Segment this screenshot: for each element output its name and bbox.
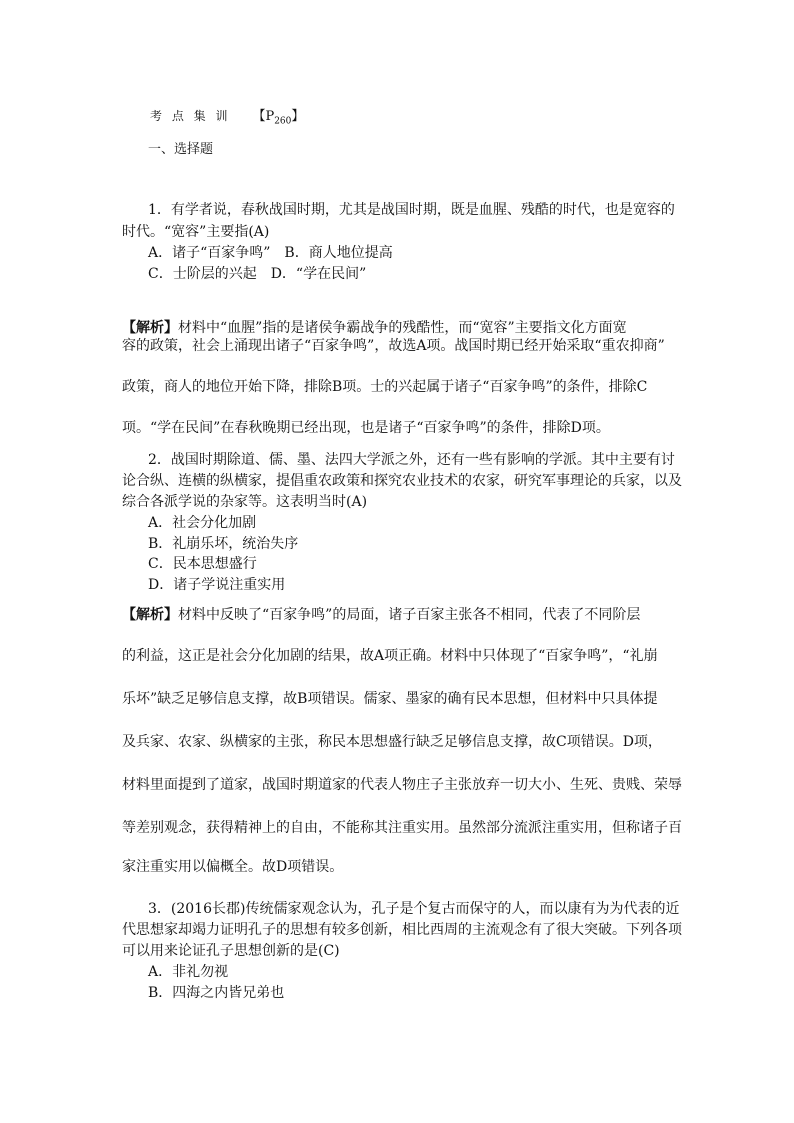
- q2-option-b: B．礼崩乐坏，统治失序: [148, 536, 299, 552]
- q1-stem-line-1: 1．有学者说，春秋战国时期，尤其是战国时期，既是血腥、残酷的时代，也是宽容的: [148, 202, 675, 218]
- q1-analysis-line-4: 项。“学在民间”在春秋晚期已经出现，也是诸子“百家争鸣”的条件，排除D项。: [122, 420, 610, 436]
- q1-analysis-line-3: 政策，商人的地位开始下降，排除B项。士的兴起属于诸子“百家争鸣”的条件，排除C: [122, 379, 648, 395]
- q3-stem-line-2: 代思想家却竭力证明孔子的思想有较多创新，相比西周的主流观念有了很大突破。下列各项: [122, 922, 682, 938]
- q2-analysis-line-1: 【解析】材料中反映了“百家争鸣”的局面，诸子百家主张各不相同，代表了不同阶层: [122, 607, 641, 623]
- q1-stem-line-2: 时代。“宽容”主要指(A): [122, 224, 270, 240]
- q1-option-row-2: C．士阶层的兴起 D．“学在民间”: [148, 266, 367, 282]
- q1-analysis-line-1: 【解析】材料中“血腥”指的是诸侯争霸战争的残酷性，而“宽容”主要指文化方面宽: [122, 320, 627, 336]
- q3-stem-line-1: 3．(2016长郡)传统儒家观念认为，孔子是个复古而保守的人，而以康有为为代表的近: [148, 901, 680, 917]
- q3-option-a: A．非礼勿视: [148, 964, 229, 980]
- q1-analysis-line-2: 容的政策，社会上涌现出诸子“百家争鸣”，故选A项。战国时期已经开始采取“重农抑商”: [122, 338, 665, 354]
- q2-stem-line-1: 2．战国时期除道、儒、墨、法四大学派之外，还有一些有影响的学派。其中主要有讨: [148, 452, 675, 468]
- analysis-tag: 【解析】: [122, 320, 178, 336]
- q3-option-b: B．四海之内皆兄弟也: [148, 985, 285, 1001]
- q2-stem-line-3: 综合各派学说的杂家等。这表明当时(A): [122, 494, 368, 510]
- heading-label: 考 点 集 训: [150, 109, 231, 123]
- q2-analysis-line-6: 等差别观念，获得精神上的自由，不能称其注重实用。虽然部分流派注重实用，但称诸子百: [122, 820, 682, 836]
- section-title: 一、选择题: [148, 142, 214, 157]
- q1-option-row-1: A．诸子“百家争鸣” B．商人地位提高: [148, 245, 393, 261]
- q2-option-a: A．社会分化加剧: [148, 515, 257, 531]
- q2-stem-line-2: 论合纵、连横的纵横家，提倡重农政策和探究农业技术的农家，研究军事理论的兵家，以及: [122, 473, 682, 489]
- q2-analysis-line-5: 材料里面提到了道家，战国时期道家的代表人物庄子主张放弃一切大小、生死、贵贱、荣辱: [122, 777, 682, 793]
- q2-analysis-line-3: 乐坏”缺乏足够信息支撑，故B项错误。儒家、墨家的确有民本思想，但材料中只具体提: [122, 691, 658, 707]
- q2-analysis-line-2: 的利益，这正是社会分化加剧的结果，故A项正确。材料中只体现了“百家争鸣”，“礼崩: [122, 648, 658, 664]
- analysis-tag: 【解析】: [122, 607, 178, 623]
- q3-stem-line-3: 可以用来论证孔子思想创新的是(C): [122, 943, 340, 959]
- q2-option-d: D．诸子学说注重实用: [148, 577, 286, 593]
- section-heading: [150, 106, 304, 132]
- page-reference: 【$P_{260}$】: [252, 109, 305, 127]
- q2-analysis-line-4: 及兵家、农家、纵横家的主张，称民本思想盛行缺乏足够信息支撑，故C项错误。D项，: [122, 734, 662, 750]
- q2-option-c: C．民本思想盛行: [148, 556, 257, 572]
- q2-analysis-line-7: 家注重实用以偏概全。故D项错误。: [122, 859, 344, 875]
